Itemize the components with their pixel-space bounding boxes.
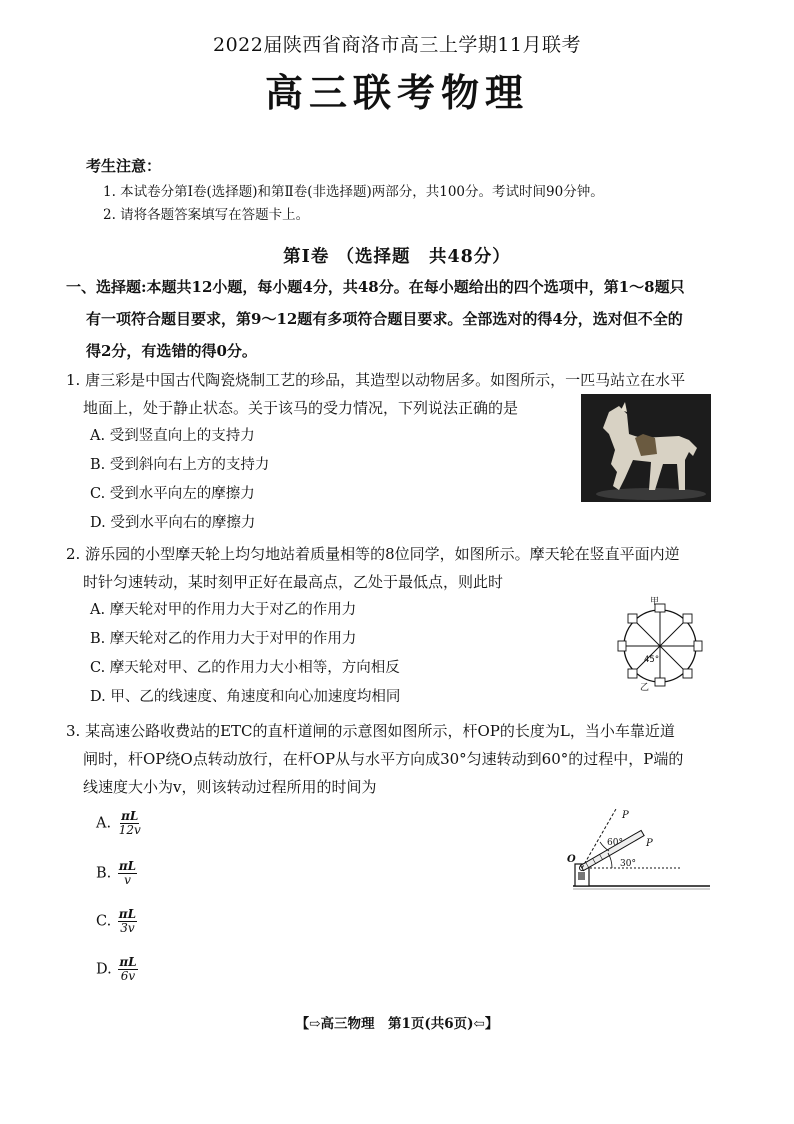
- option-d: D. $\frac{\pi L}{6v}$: [96, 955, 137, 983]
- page-footer: 【⇨高三物理 第1页(共6页)⇦】: [295, 1016, 499, 1032]
- option-c: C. $\frac{\pi L}{3v}$: [96, 907, 137, 935]
- question-stem-line: 时针匀速转动，某时刻甲正好在最高点，乙处于最低点，则此时: [83, 573, 504, 591]
- option-a: A. 摩天轮对甲的作用力大于对乙的作用力: [90, 602, 357, 618]
- part-instructions: [66, 271, 726, 367]
- option-a: A. 受到竖直向上的支持力: [90, 428, 255, 444]
- option-c: C. 受到水平向左的摩擦力: [90, 486, 255, 502]
- label-yi: 乙: [640, 683, 650, 692]
- question-stem-line: 线速度大小为v，则该转动过程所用的时间为: [83, 778, 377, 796]
- option-d: D. 甲、乙的线速度、角速度和向心加速度均相同: [90, 689, 401, 705]
- label-jia: 甲: [650, 597, 660, 607]
- question-stem-line: 1. 唐三彩是中国古代陶瓷烧制工艺的珍品，其造型以动物居多。如图所示，一匹马站立在水平: [66, 371, 686, 389]
- question-stem-line: 闸时，杆OP绕O点转动放行，在杆OP从与水平方向成30°匀速转动到60°的过程中，P端的: [83, 750, 684, 768]
- question-stem-line: 地面上，处于静止状态。关于该马的受力情况，下列说法正确的是: [83, 399, 519, 417]
- option-b: B. 受到斜向右上方的支持力: [90, 457, 270, 473]
- question-stem-line: 3. 某高速公路收费站的ETC的直杆道闸的示意图如图所示，杆OP的长度为L，当小车靠近道: [66, 722, 675, 740]
- fraction: $\frac{\pi L}{v}$: [118, 859, 137, 887]
- angle-30-label: 30°: [620, 859, 636, 869]
- ferris-wheel-figure: [600, 596, 720, 692]
- fraction: $\frac{\pi L}{6v}$: [119, 955, 137, 983]
- angle-60-label: 60°: [607, 838, 623, 848]
- instruction-line: 一、选择题:本题共12小题，每小题4分，共48分。在每小题给出的四个选项中，第1～8题只: [66, 278, 685, 296]
- section-heading: 第Ⅰ卷 （选择题 共48分）: [283, 247, 511, 267]
- fraction: $\frac{\pi L}{12v}$: [118, 809, 141, 837]
- fraction: $\frac{\pi L}{3v}$: [118, 907, 137, 935]
- etc-gate-figure: [565, 808, 715, 908]
- instruction-line: 有一项符合题目要求，第9～12题有多项符合题目要求。全部选对的得4分，选对但不全的: [86, 310, 683, 328]
- option-b: B. 摩天轮对乙的作用力大于对甲的作用力: [90, 631, 357, 647]
- instruction-line: 得2分，有选错的得0分。: [86, 342, 257, 360]
- question-3: [66, 717, 726, 801]
- label-o: O: [567, 854, 576, 865]
- option-b: B. $\frac{\pi L}{v}$: [96, 859, 137, 887]
- option-c: C. 摩天轮对甲、乙的作用力大小相等，方向相反: [90, 660, 400, 676]
- page-title: 高三联考物理: [264, 71, 529, 115]
- angle-label: 45°: [644, 655, 660, 665]
- label-p-lower: P: [646, 838, 653, 849]
- notice-item: 1. 本试卷分第Ⅰ卷(选择题)和第Ⅱ卷(非选择题)两部分，共100分。考试时间90分钟。: [103, 184, 604, 200]
- notice-title: 考生注意：: [86, 157, 162, 175]
- exam-name: 2022届陕西省商洛市高三上学期11月联考: [212, 34, 582, 56]
- horse-photo: [581, 394, 711, 502]
- label-p-upper: P: [622, 810, 629, 821]
- notice-item: 2. 请将各题答案填写在答题卡上。: [103, 207, 310, 223]
- option-d: D. 受到水平向右的摩擦力: [90, 515, 256, 531]
- question-stem-line: 2. 游乐园的小型摩天轮上均匀地站着质量相等的8位同学，如图所示。摩天轮在竖直平面内逆: [66, 545, 680, 563]
- option-a: A. $\frac{\pi L}{12v}$: [96, 809, 141, 837]
